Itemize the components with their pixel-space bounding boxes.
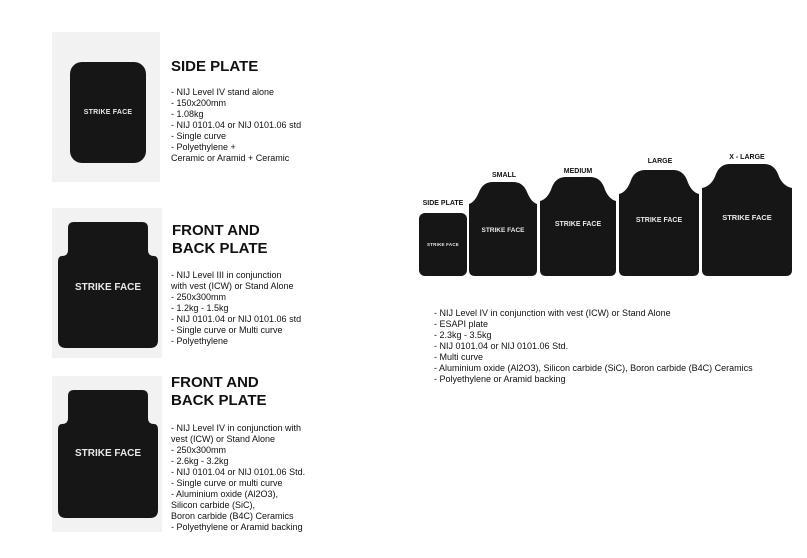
strike-face-label: STRIKE FACE: [481, 227, 525, 234]
spec-item: - Single curve or Multi curve: [171, 325, 283, 335]
lineup-x-large-plate: [702, 164, 792, 276]
spec-item: - 2.6kg - 3.2kg: [171, 456, 229, 466]
spec-item: - Polyethylene +: [171, 142, 236, 152]
strike-face-label: STRIKE FACE: [83, 109, 133, 116]
spec-item: Boron carbide (B4C) Ceramics: [171, 511, 294, 521]
strike-face-label: STRIKE FACE: [74, 282, 142, 293]
spec-item: - NIJ Level IV stand alone: [171, 87, 275, 97]
spec-item: - NIJ 0101.04 or NIJ 0101.06 Std.: [171, 467, 306, 477]
spec-item: - 2.3kg - 3.5kg: [434, 330, 492, 340]
spec-item: - 150x200mm: [171, 98, 227, 108]
spec-item: - NIJ Level IV in conjunction with: [171, 423, 302, 433]
spec-item: - Aluminium oxide (Al2O3), Silicon carbide (SiC), Boron carbide (B4C) Ceramics: [434, 363, 753, 373]
front-back-plate-title-2: FRONT AND BACK PLATE: [171, 374, 267, 409]
front-back-plate-title-1: FRONT AND BACK PLATE: [172, 222, 268, 257]
size-label-small: SMALL: [491, 172, 517, 179]
size-label-x-large: X - LARGE: [729, 154, 765, 161]
spec-item: - Single curve: [171, 131, 227, 141]
front-back-plate-specs-2: [171, 423, 305, 533]
side-plate-title: SIDE PLATE: [171, 58, 259, 75]
strike-face-label: STRIKE FACE: [427, 242, 459, 247]
side-plate-specs: [171, 87, 301, 164]
spec-item: Ceramic or Aramid + Ceramic: [171, 153, 290, 163]
spec-item: - NIJ 0101.04 or NIJ 0101.06 std: [171, 314, 302, 324]
spec-item: - Aluminium oxide (Al2O3),: [171, 489, 279, 499]
front-back-plate-image-1: [58, 222, 158, 348]
spec-item: - 1.2kg - 1.5kg: [171, 303, 229, 313]
spec-item: - NIJ Level III in conjunction: [171, 270, 282, 280]
spec-item: with vest (ICW) or Stand Alone: [171, 281, 294, 291]
spec-item: - 250x300mm: [171, 445, 227, 455]
lineup-large-plate: [619, 170, 699, 276]
size-label-side-plate: SIDE PLATE: [422, 200, 464, 207]
spec-item: - 1.08kg: [171, 109, 204, 119]
spec-item: - NIJ Level IV in conjunction with vest (ICW) or Stand Alone: [434, 308, 671, 318]
spec-item: - Multi curve: [434, 352, 484, 362]
spec-item: - NIJ 0101.04 or NIJ 0101.06 Std.: [434, 341, 569, 351]
strike-face-label: STRIKE FACE: [554, 221, 602, 228]
front-back-plate-image-2: [58, 390, 158, 518]
lineup-medium-plate: [540, 177, 616, 276]
lineup-small-plate: [469, 182, 537, 276]
lineup-side-plate: [419, 213, 467, 276]
spec-item: - Polyethylene: [171, 336, 229, 346]
spec-item: Silicon carbide (SiC),: [171, 500, 256, 510]
spec-item: vest (ICW) or Stand Alone: [171, 434, 276, 444]
spec-item: - NIJ 0101.04 or NIJ 0101.06 std: [171, 120, 302, 130]
strike-face-label: STRIKE FACE: [74, 448, 142, 459]
strike-face-label: STRIKE FACE: [722, 213, 772, 222]
spec-item: - Polyethylene or Aramid backing: [171, 522, 303, 532]
size-lineup-specs: [434, 308, 753, 385]
spec-item: - 250x300mm: [171, 292, 227, 302]
spec-item: - Polyethylene or Aramid backing: [434, 374, 566, 384]
side-plate-image: [70, 62, 146, 163]
size-label-medium: MEDIUM: [563, 168, 593, 175]
front-back-plate-specs-1: [171, 270, 301, 347]
strike-face-label: STRIKE FACE: [635, 217, 683, 224]
size-label-large: LARGE: [647, 158, 673, 165]
spec-item: - ESAPI plate: [434, 319, 489, 329]
spec-item: - Single curve or multi curve: [171, 478, 283, 488]
